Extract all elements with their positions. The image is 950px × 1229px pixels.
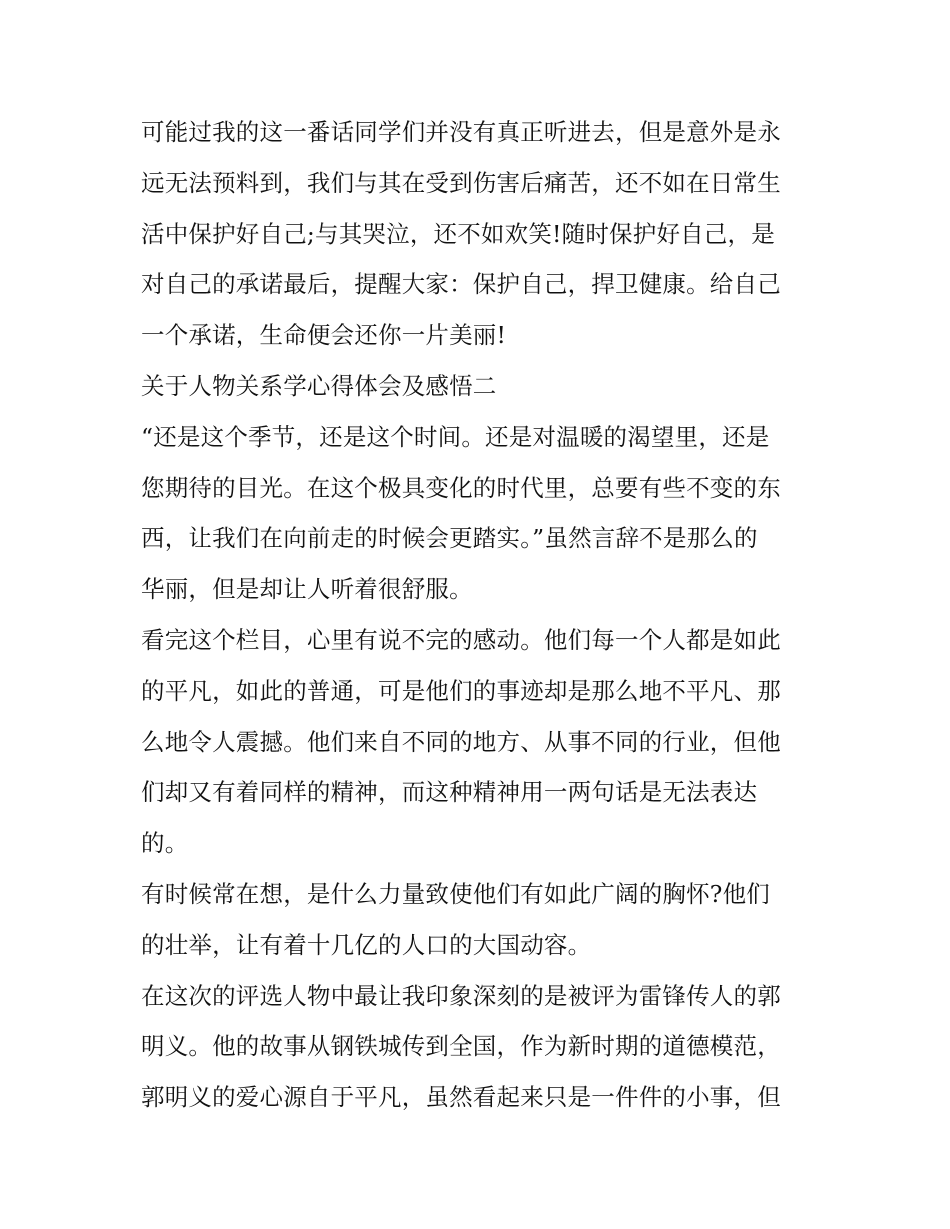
text-line: 看完这个栏目，心里有说不完的感动。他们每一个人都是如此 — [141, 625, 781, 654]
text-line: 对自己的承诺最后，提醒大家：保护自己，捍卫健康。给自己 — [141, 270, 781, 299]
text-line: “还是这个季节，还是这个时间。还是对温暖的渴望里，还是 — [141, 422, 770, 451]
text-line: 一个承诺，生命便会还你一片美丽! — [141, 321, 507, 350]
text-line: 明义。他的故事从钢铁城传到全国，作为新时期的道德模范， — [141, 1032, 781, 1061]
text-line: 西，让我们在向前走的时候会更踏实。”虽然言辞不是那么的 — [141, 524, 758, 553]
paragraph-1 — [141, 107, 813, 361]
paragraph-5 — [141, 971, 813, 1123]
text-line: 的壮举，让有着十几亿的人口的大国动容。 — [141, 930, 592, 959]
text-line: 么地令人震撼。他们来自不同的地方、从事不同的行业，但他 — [141, 727, 781, 756]
text-line: 在这次的评选人物中最让我印象深刻的是被评为雷锋传人的郭 — [141, 981, 781, 1010]
text-line: 可能过我的这一番话同学们并没有真正听进去，但是意外是永 — [141, 118, 781, 146]
section-heading — [141, 361, 813, 412]
paragraph-3 — [141, 615, 813, 869]
text-line: 活中保护好自己;与其哭泣，还不如欢笑!随时保护好自己，是 — [141, 219, 775, 248]
text-line: 您期待的目光。在这个极具变化的时代里，总要有些不变的东 — [141, 473, 781, 502]
text-line: 郭明义的爱心源自于平凡，虽然看起来只是一件件的小事，但 — [141, 1083, 781, 1112]
text-line: 们却又有着同样的精神，而这种精神用一两句话是无法表达 — [141, 778, 758, 807]
text-line: 远无法预料到，我们与其在受到伤害后痛苦，还不如在日常生 — [141, 168, 781, 197]
text-line: 的平凡，如此的普通，可是他们的事迹却是那么地不平凡、那 — [141, 676, 781, 705]
paragraph-2 — [141, 412, 813, 615]
text-line: 华丽，但是却让人听着很舒服。 — [141, 575, 473, 604]
text-line: 的。 — [141, 829, 189, 858]
paragraph-4 — [141, 869, 813, 971]
text-line: 有时候常在想，是什么力量致使他们有如此广阔的胸怀?他们 — [141, 879, 770, 908]
heading-line: 关于人物关系学心得体会及感悟二 — [141, 371, 497, 400]
document-body — [141, 107, 813, 1123]
